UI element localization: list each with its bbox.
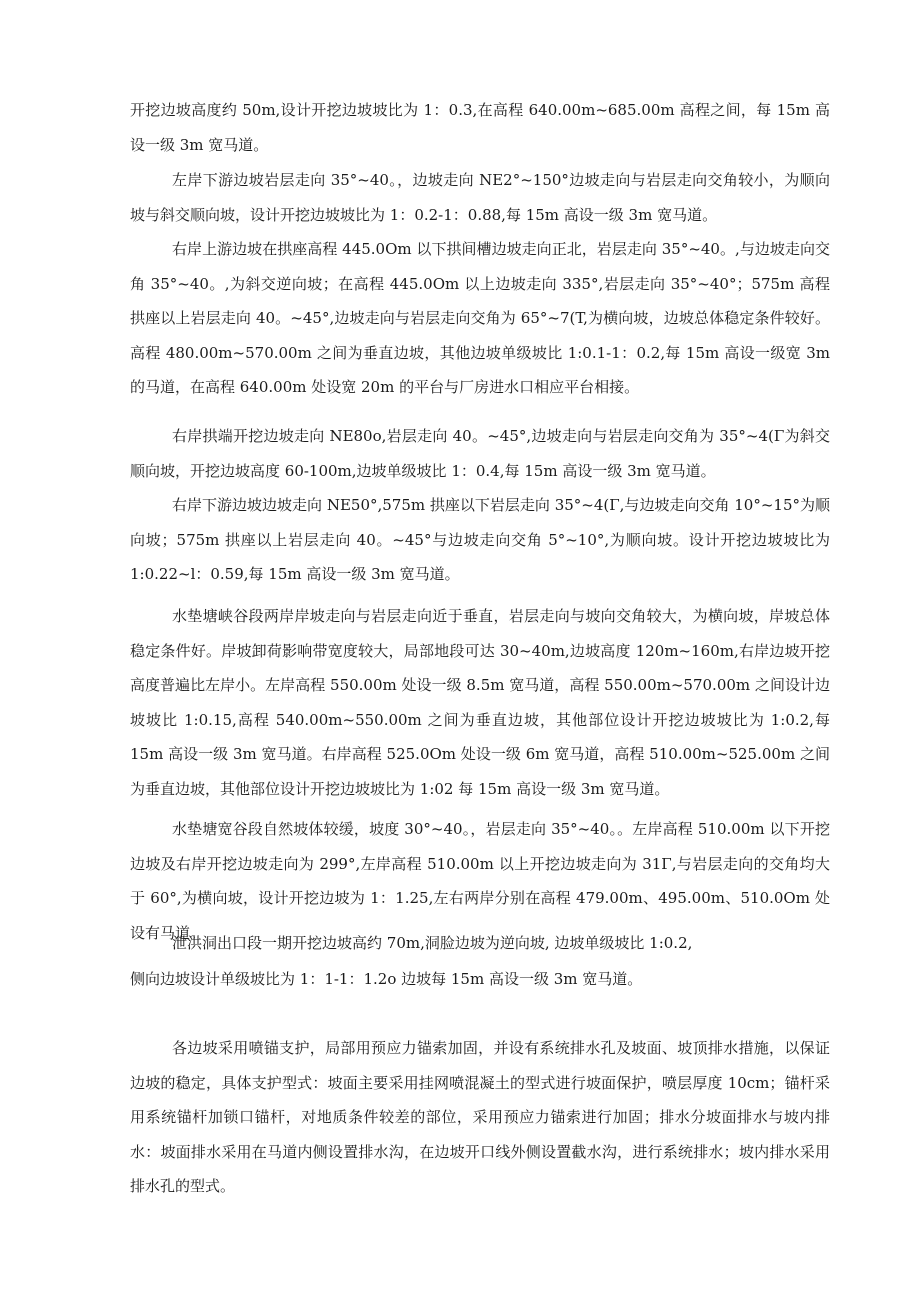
paragraph-right-bank-downstream-slope: 右岸下游边坡边坡走向 NE50°,575m 拱座以下岩层走向 35°~4(Γ,与边坡走向交角 10°~15°为顺向坡；575m 拱座以上岩层走向 40。~45°与边坡走向交角 5°~10°,为顺向坡。设计开挖边坡坡比为 1:0.22~l：0.59,每 15m 高设一级 3m 宽马道。 <box>130 496 830 583</box>
paragraph-lateral-slope-ratio: 侧向边坡设计单级坡比为 1：1-1：1.2o 边坡每 15m 高设一级 3m 宽马道。 <box>130 970 643 988</box>
paragraph-spillway-outlet-section: 泄洪洞出口段一期开挖边坡高约 70m,洞脸边坡为逆向坡, 边坡单级坡比 1:0.2, <box>172 934 693 952</box>
paragraph-slope-support-measures: 各边坡采用喷锚支护，局部用预应力锚索加固，并设有系统排水孔及坡面、坡顶排水措施，以保证边坡的稳定，具体支护型式：坡面主要采用挂网喷混凝土的型式进行坡面保护，喷层厚度 10cm；锚杆采用系统锚杆加锁口锚杆，对地质条件较差的部位，采用预应力锚索进行加固；排水分坡面排水与坡内排水：坡面排水采用在马道内侧设置排水沟，在边坡开口线外侧设置截水沟，进行系统排水；坡内排水采用排水孔的型式。 <box>130 1039 830 1195</box>
paragraph-right-bank-upstream-slope: 右岸上游边坡在拱座高程 445.0Om 以下拱间槽边坡走向正北，岩层走向 35°~40。,与边坡走向交角 35°~40。,为斜交逆向坡；在高程 445.0Om 以上边坡走向 335°,岩层走向 35°~40°；575m 高程拱座以上岩层走向 40。~45°,边坡走向与岩层走向交角为 65°~7(T,为横向坡，边坡总体稳定条件较好。高程 480.00m~570.00m 之间为垂直边坡，其他边坡单级坡比 1:0.1-1：0.2,每 15m 高设一级宽 3m 的马道，在高程 640.00m 处设宽 20m 的平台与厂房进水口相应平台相接。 <box>130 240 830 396</box>
paragraph-right-bank-arch-abutment: 右岸拱端开挖边坡走向 NE80o,岩层走向 40。~45°,边坡走向与岩层走向交角为 35°~4(Γ为斜交顺向坡，开挖边坡高度 60-100m,边坡单级坡比 1：0.4,每 15m 高设一级 3m 宽马道。 <box>130 427 830 480</box>
paragraph-plunge-pool-wide-valley-section: 水垫塘宽谷段自然坡体较缓，坡度 30°~40。，岩层走向 35°~40。。左岸高程 510.00m 以下开挖边坡及右岸开挖边坡走向为 299°,左岸高程 510.00m 以上开挖边坡走向为 31Γ,与岩层走向的交角均大于 60°,为横向坡，设计开挖边坡为 1：1.25,左右两岸分别在高程 479.00m、495.00m、510.0Om 处设有马道。 <box>130 820 830 942</box>
paragraph-excavation-height: 开挖边坡高度约 50m,设计开挖边坡坡比为 1：0.3,在高程 640.00m~685.00m 高程之间，每 15m 高设一级 3m 宽马道。 <box>130 101 830 154</box>
paragraph-plunge-pool-gorge-section: 水垫塘峡谷段两岸岸坡走向与岩层走向近于垂直，岩层走向与坡向交角较大，为横向坡，岸坡总体稳定条件好。岸坡卸荷影响带宽度较大，局部地段可达 30~40m,边坡高度 120m~160m,右岸边坡开挖高度普遍比左岸小。左岸高程 550.00m 处设一级 8.5m 宽马道，高程 550.00m~570.00m 之间设计边坡坡比 1:0.15,高程 540.00m~550.00m 之间为垂直边坡，其他部位设计开挖边坡坡比为 1:0.2,每 15m 高设一级 3m 宽马道。右岸高程 525.0Om 处设一级 6m 宽马道，高程 510.00m~525.00m 之间为垂直边坡，其他部位设计开挖边坡坡比为 1:02 每 15m 高设一级 3m 宽马道。 <box>130 607 830 798</box>
paragraph-left-bank-downstream-slope: 左岸下游边坡岩层走向 35°~40。，边坡走向 NE2°~150°边坡走向与岩层走向交角较小，为顺向坡与斜交顺向坡，设计开挖边坡坡比为 1：0.2-1：0.88,每 15m 高设一级 3m 宽马道。 <box>130 171 830 224</box>
